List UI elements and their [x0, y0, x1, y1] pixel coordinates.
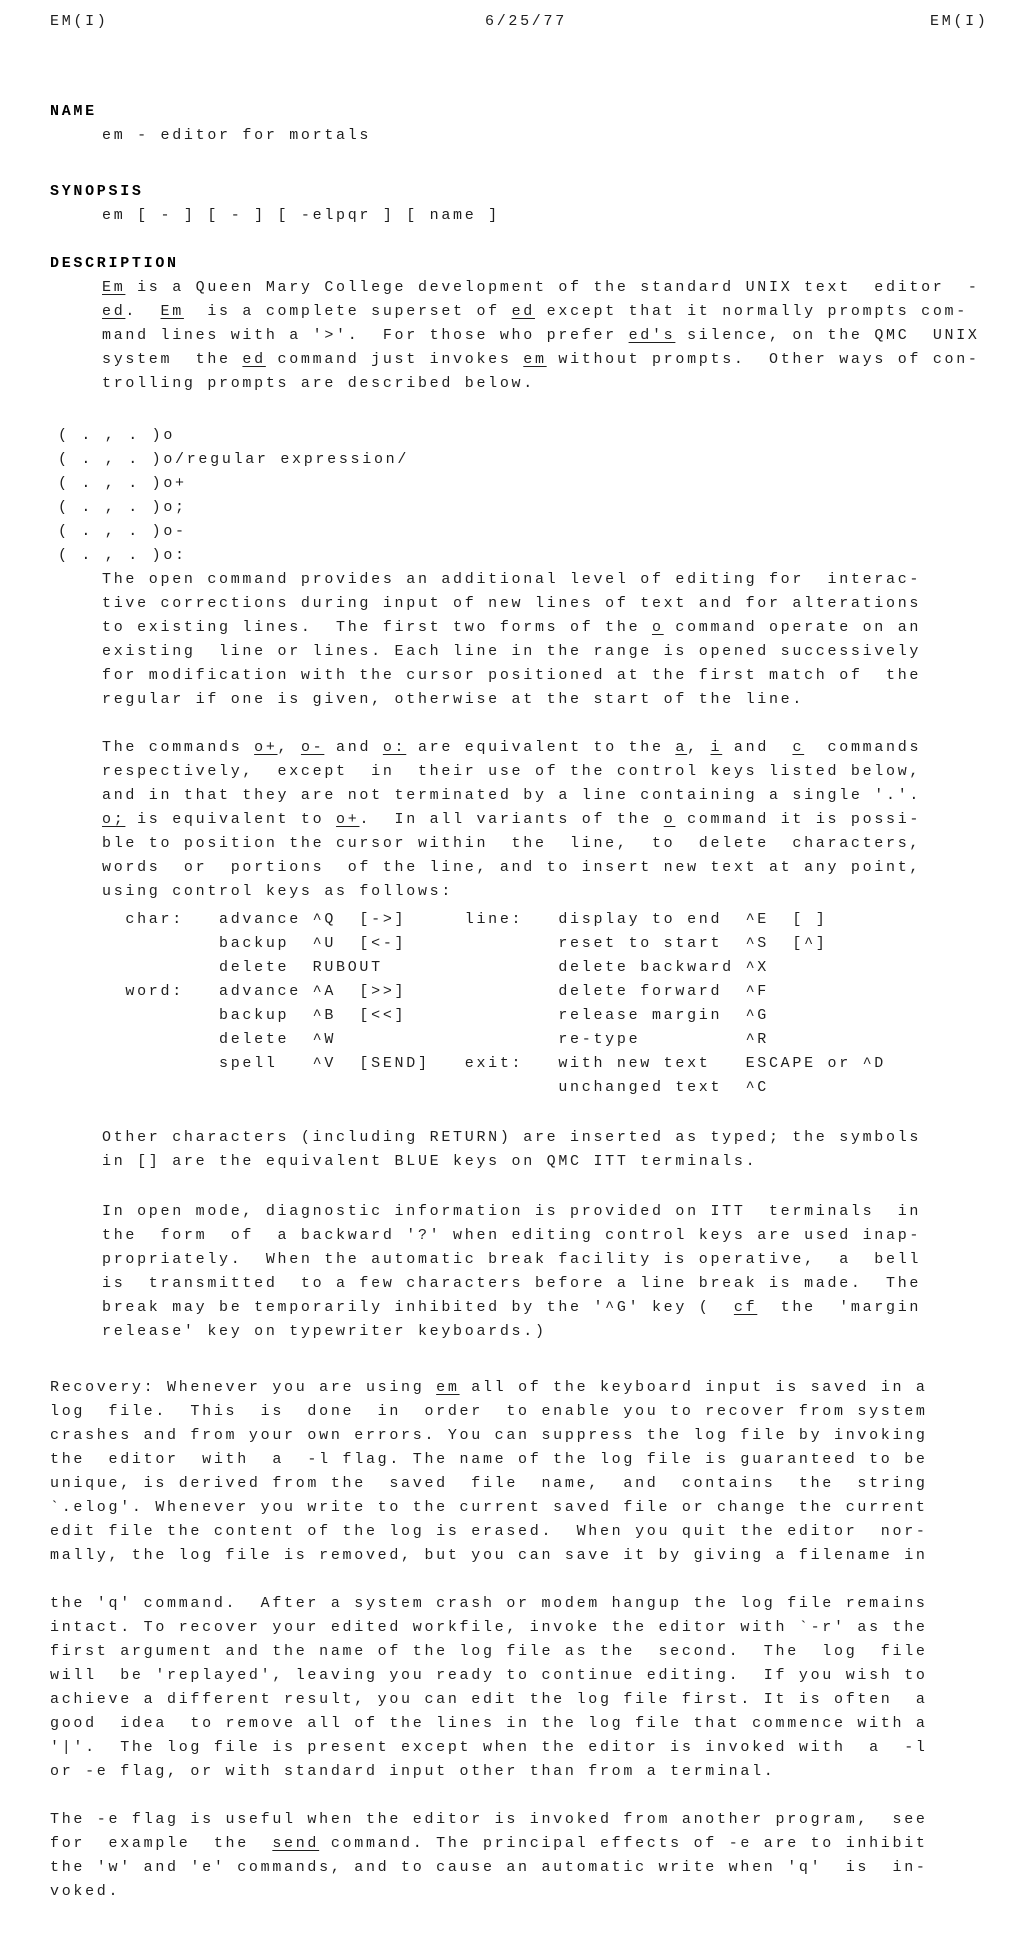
text-line: delete RUBOUT delete backward ^X [102, 959, 769, 976]
text-line: Recovery: Whenever you are using em all of the keyboard input is saved in a [50, 1379, 928, 1396]
text-line: word: advance ^A [>>] delete forward ^F [102, 983, 769, 1000]
text-line: the editor with a -l flag. The name of the log file is guaranteed to be [50, 1451, 928, 1468]
text-line: In open mode, diagnostic information is provided on ITT terminals in [102, 1203, 922, 1220]
text-line: for modification with the cursor positioned at the first match of the [102, 667, 922, 684]
text-line: to existing lines. The first two forms of the o command operate on an [102, 619, 922, 636]
text-line: will be 'replayed', leaving you ready to continue editing. If you wish to [50, 1667, 928, 1684]
e-flag-paragraph [0, 1808, 1031, 1904]
text-line: release' key on typewriter keyboards.) [102, 1323, 547, 1340]
text-line: ( . , . )o: [58, 547, 187, 564]
text-line: '|'. The log file is present except when the editor is invoked with a -l [50, 1739, 928, 1756]
text-line: ( . , . )o+ [58, 475, 187, 492]
text-line: DESCRIPTION [50, 255, 179, 272]
text-line: edit file the content of the log is erased. When you quit the editor nor- [50, 1523, 928, 1540]
text-line: voked. [50, 1883, 121, 1900]
text-line: spell ^V [SEND] exit: with new text ESCAPE or ^D [102, 1055, 886, 1072]
text-line: The open command provides an additional level of editing for interac- [102, 571, 922, 588]
text-line: char: advance ^Q [->] line: display to end ^E [ ] [102, 911, 828, 928]
text-line: regular if one is given, otherwise at the start of the line. [102, 691, 805, 708]
text-line: crashes and from your own errors. You can suppress the log file by invoking [50, 1427, 928, 1444]
text-line: Em is a Queen Mary College development of the standard UNIX text editor - [102, 279, 980, 296]
open-command-forms [0, 424, 1031, 568]
text-line: or -e flag, or with standard input other than from a terminal. [50, 1763, 776, 1780]
text-line: unique, is derived from the saved file name, and contains the string [50, 1475, 928, 1492]
open-paragraph [0, 568, 1031, 712]
synopsis-body [0, 204, 1031, 228]
text-line: Other characters (including RETURN) are inserted as typed; the symbols [102, 1129, 922, 1146]
text-line: in [] are the equivalent BLUE keys on QMC ITT terminals. [102, 1153, 758, 1170]
text-line: ed. Em is a complete superset of ed except that it normally prompts com- [102, 303, 968, 320]
q-command-paragraph [0, 1592, 1031, 1784]
text-line: the 'q' command. After a system crash or modem hangup the log file remains [50, 1595, 928, 1612]
text-line: NAME [50, 103, 97, 120]
description-heading [0, 252, 1031, 276]
text-line: o; is equivalent to o+. In all variants of the o command it is possi- [102, 811, 922, 828]
text-line: break may be temporarily inhibited by the '^G' key ( cf the 'margin [102, 1299, 922, 1316]
text-line: SYNOPSIS [50, 183, 144, 200]
header-right-title: EM(I) [930, 13, 989, 30]
commands-paragraph [0, 736, 1031, 904]
text-line: ( . , . )o- [58, 523, 187, 540]
text-line: `.elog'. Whenever you write to the current saved file or change the current [50, 1499, 928, 1516]
text-line: ( . , . )o; [58, 499, 187, 516]
text-line: trolling prompts are described below. [102, 375, 535, 392]
text-line: unchanged text ^C [102, 1079, 769, 1096]
name-heading [0, 100, 1031, 124]
synopsis-heading [0, 180, 1031, 204]
text-line: using control keys as follows: [102, 883, 454, 900]
name-body [0, 124, 1031, 148]
text-line: is transmitted to a few characters before a line break is made. The [102, 1275, 922, 1292]
text-line: achieve a different result, you can edit the log file first. It is often a [50, 1691, 928, 1708]
text-line: tive corrections during input of new lines of text and for alterations [102, 595, 922, 612]
text-line: mally, the log file is removed, but you can save it by giving a filename in [50, 1547, 928, 1564]
header-date: 6/25/77 [485, 13, 567, 30]
text-line: The commands o+, o- and o: are equivalent to the a, i and c commands [102, 739, 922, 756]
text-line: propriately. When the automatic break facility is operative, a bell [102, 1251, 922, 1268]
text-line: the form of a backward '?' when editing control keys are used inap- [102, 1227, 922, 1244]
text-line: backup ^U [<-] reset to start ^S [^] [102, 935, 828, 952]
text-line: ble to position the cursor within the line, to delete characters, [102, 835, 922, 852]
text-line: backup ^B [<<] release margin ^G [102, 1007, 769, 1024]
text-line: first argument and the name of the log file as the second. The log file [50, 1643, 928, 1660]
text-line: log file. This is done in order to enable you to recover from system [50, 1403, 928, 1420]
text-line: existing line or lines. Each line in the range is opened successively [102, 643, 922, 660]
text-line: and in that they are not terminated by a line containing a single '.'. [102, 787, 922, 804]
text-line: respectively, except in their use of the control keys listed below, [102, 763, 922, 780]
text-line: The -e flag is useful when the editor is invoked from another program, see [50, 1811, 928, 1828]
recovery-paragraph [0, 1376, 1031, 1568]
text-line: system the ed command just invokes em without prompts. Other ways of con- [102, 351, 980, 368]
text-line: words or portions of the line, and to insert new text at any point, [102, 859, 922, 876]
text-line: em [ - ] [ - ] [ -elpqr ] [ name ] [102, 207, 500, 224]
text-line: em - editor for mortals [102, 127, 372, 144]
text-line: ( . , . )o/regular expression/ [58, 451, 410, 468]
text-line: mand lines with a '>'. For those who prefer ed's silence, on the QMC UNIX [102, 327, 980, 344]
text-line: intact. To recover your edited workfile, invoke the editor with `-r' as the [50, 1619, 928, 1636]
header-left-title: EM(I) [50, 13, 109, 30]
text-line: for example the send command. The principal effects of -e are to inhibit [50, 1835, 928, 1852]
text-line: ( . , . )o [58, 427, 176, 444]
text-line: the 'w' and 'e' commands, and to cause an automatic write when 'q' is in- [50, 1859, 928, 1876]
text-line: delete ^W re-type ^R [102, 1031, 769, 1048]
control-keys-table [0, 908, 1031, 1100]
text-line: good idea to remove all of the lines in the log file that commence with a [50, 1715, 928, 1732]
description-intro-paragraph [0, 276, 1031, 396]
other-characters-paragraph [0, 1126, 1031, 1174]
open-mode-paragraph [0, 1200, 1031, 1344]
